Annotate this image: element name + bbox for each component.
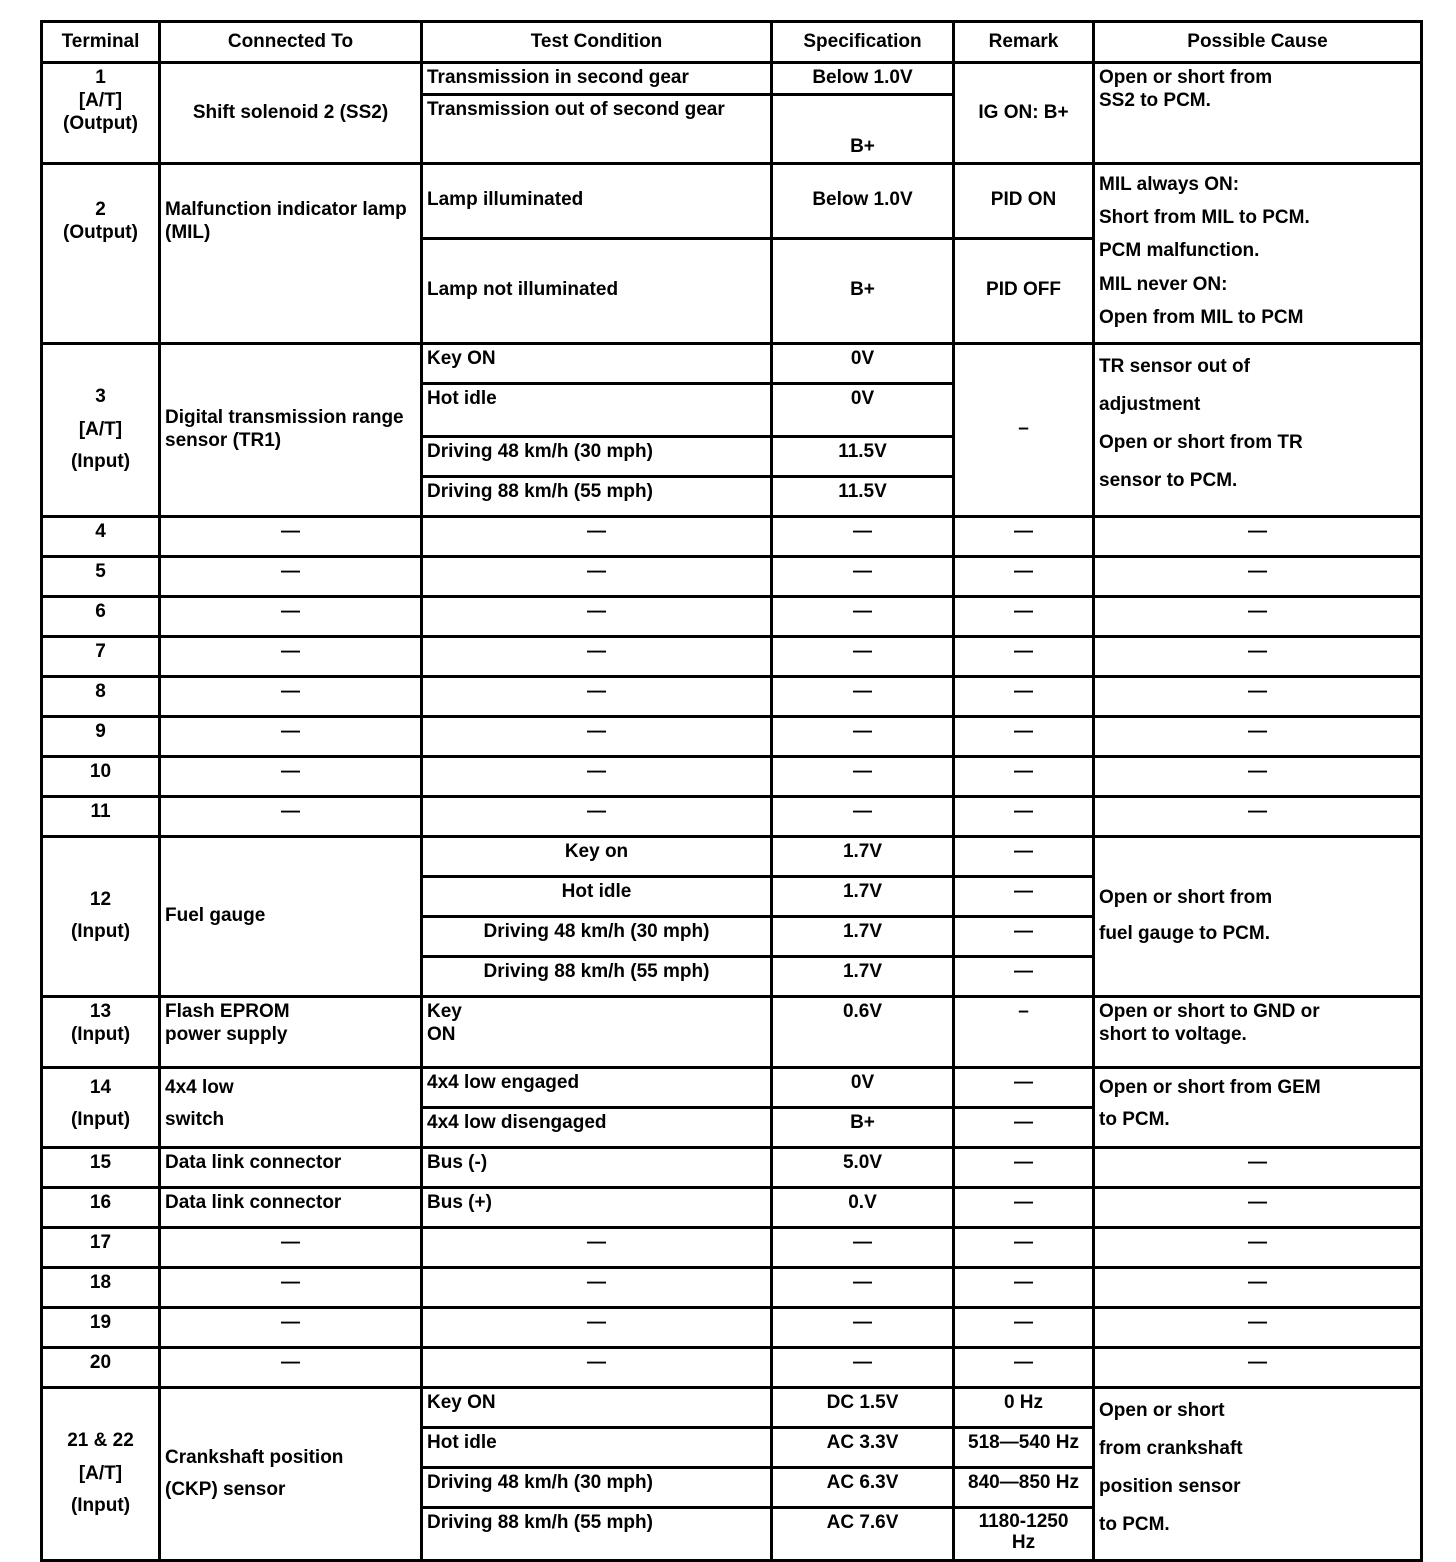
test-condition-cell: Bus (-) <box>422 1147 772 1187</box>
possible-cause-cell: — <box>1094 1347 1422 1387</box>
remark-cell: 1180-1250 Hz <box>954 1507 1094 1560</box>
remark-cell: 518—540 Hz <box>954 1427 1094 1467</box>
possible-cause-cell: — <box>1094 1267 1422 1307</box>
table-row <box>42 1387 1422 1427</box>
table-row <box>42 836 1422 876</box>
specification-cell: 5.0V <box>772 1147 954 1187</box>
specification-cell: B+ <box>772 1107 954 1147</box>
remark-cell: — <box>954 1067 1094 1107</box>
terminal-cell: 21 & 22 [A/T] (Input) <box>42 1387 160 1560</box>
terminal-cell: 4 <box>42 516 160 556</box>
specification-cell: 1.7V <box>772 876 954 916</box>
table-row <box>42 516 1422 556</box>
specification-cell: — <box>772 1307 954 1347</box>
connected-to-cell: — <box>160 716 422 756</box>
terminal-cell: 18 <box>42 1267 160 1307</box>
terminal-cell: 14 (Input) <box>42 1067 160 1147</box>
table-row <box>42 596 1422 636</box>
remark-cell: — <box>954 676 1094 716</box>
specification-cell: 0.6V <box>772 996 954 1067</box>
specification-cell: 0V <box>772 343 954 383</box>
connected-to-cell: Data link connector <box>160 1147 422 1187</box>
specification-cell: B+ <box>772 238 954 343</box>
possible-cause-cell: — <box>1094 716 1422 756</box>
possible-cause-cell: — <box>1094 636 1422 676</box>
connected-to-cell: — <box>160 756 422 796</box>
test-condition-cell: Lamp not illuminated <box>422 238 772 343</box>
specification-cell: — <box>772 1347 954 1387</box>
table-row <box>42 63 1422 95</box>
connected-to-cell: — <box>160 1267 422 1307</box>
specification-cell: — <box>772 1267 954 1307</box>
test-condition-cell: Bus (+) <box>422 1187 772 1227</box>
header-remark: Remark <box>954 22 1094 63</box>
remark-cell: — <box>954 876 1094 916</box>
terminal-cell: 3 [A/T] (Input) <box>42 343 160 516</box>
connected-to-cell: — <box>160 1307 422 1347</box>
test-condition-cell: — <box>422 636 772 676</box>
terminal-cell: 11 <box>42 796 160 836</box>
possible-cause-cell: Open or short from crankshaft position sensor to PCM. <box>1094 1387 1422 1560</box>
connected-to-cell: — <box>160 596 422 636</box>
remark-cell: PID OFF <box>954 238 1094 343</box>
specification-cell: AC 6.3V <box>772 1467 954 1507</box>
header-terminal: Terminal <box>42 22 160 63</box>
test-condition-cell: Driving 88 km/h (55 mph) <box>422 476 772 516</box>
connected-to-cell: — <box>160 1347 422 1387</box>
specification-cell: 11.5V <box>772 436 954 476</box>
possible-cause-cell: Open or short to GND or short to voltage. <box>1094 996 1422 1067</box>
remark-cell: — <box>954 1107 1094 1147</box>
specification-cell: AC 7.6V <box>772 1507 954 1560</box>
test-condition-cell: 4x4 low engaged <box>422 1067 772 1107</box>
specification-cell: 0V <box>772 383 954 436</box>
remark-cell: — <box>954 1347 1094 1387</box>
possible-cause-cell: Open or short from SS2 to PCM. <box>1094 63 1422 164</box>
possible-cause-cell: — <box>1094 796 1422 836</box>
remark-cell: — <box>954 1307 1094 1347</box>
table-row <box>42 1227 1422 1267</box>
possible-cause-cell: MIL always ON: Short from MIL to PCM. PCM malfunction. MIL never ON: Open from MIL to PCM <box>1094 163 1422 343</box>
possible-cause-cell: Open or short from fuel gauge to PCM. <box>1094 836 1422 996</box>
specification-cell: DC 1.5V <box>772 1387 954 1427</box>
test-condition-cell: Hot idle <box>422 1427 772 1467</box>
table-row <box>42 556 1422 596</box>
test-condition-cell: Driving 88 km/h (55 mph) <box>422 1507 772 1560</box>
terminal-cell: 12 (Input) <box>42 836 160 996</box>
empty-rows-group <box>42 516 1422 836</box>
test-condition-cell: — <box>422 756 772 796</box>
table-row <box>42 1187 1422 1227</box>
header-connected-to: Connected To <box>160 22 422 63</box>
connected-to-cell: — <box>160 1227 422 1267</box>
test-condition-cell: Transmission out of second gear <box>422 94 772 163</box>
specification-cell: 1.7V <box>772 956 954 996</box>
terminal-cell: 7 <box>42 636 160 676</box>
remark-cell: — <box>954 1187 1094 1227</box>
header-row <box>42 22 1422 63</box>
remark-cell: — <box>954 596 1094 636</box>
specification-cell: AC 3.3V <box>772 1427 954 1467</box>
test-condition-cell: — <box>422 596 772 636</box>
connected-to-cell: Fuel gauge <box>160 836 422 996</box>
specification-cell: — <box>772 636 954 676</box>
table-row <box>42 1147 1422 1187</box>
test-condition-cell: — <box>422 1347 772 1387</box>
remark-cell: — <box>954 636 1094 676</box>
terminal-cell: 13 (Input) <box>42 996 160 1067</box>
connected-to-cell: Malfunction indicator lamp (MIL) <box>160 163 422 343</box>
possible-cause-cell: — <box>1094 596 1422 636</box>
test-condition-cell: — <box>422 1267 772 1307</box>
possible-cause-cell: — <box>1094 676 1422 716</box>
connected-to-cell: Crankshaft position (CKP) sensor <box>160 1387 422 1560</box>
possible-cause-cell: — <box>1094 1227 1422 1267</box>
remark-cell: — <box>954 756 1094 796</box>
specification-cell: — <box>772 716 954 756</box>
specification-cell: B+ <box>772 94 954 163</box>
test-condition-cell: Driving 88 km/h (55 mph) <box>422 956 772 996</box>
connected-to-cell: Flash EPROM power supply <box>160 996 422 1067</box>
remark-cell: — <box>954 556 1094 596</box>
test-condition-cell: Key ON <box>422 1387 772 1427</box>
header-test-condition: Test Condition <box>422 22 772 63</box>
header-possible-cause: Possible Cause <box>1094 22 1422 63</box>
test-condition-cell: Driving 48 km/h (30 mph) <box>422 1467 772 1507</box>
connected-to-cell: — <box>160 676 422 716</box>
terminal-cell: 2 (Output) <box>42 163 160 343</box>
test-condition-cell: Key ON <box>422 996 772 1067</box>
connected-to-cell: — <box>160 516 422 556</box>
test-condition-cell: — <box>422 716 772 756</box>
table-row <box>42 1307 1422 1347</box>
test-condition-cell: Hot idle <box>422 876 772 916</box>
possible-cause-cell: — <box>1094 756 1422 796</box>
pcm-terminal-table <box>40 20 1423 1562</box>
possible-cause-cell: — <box>1094 1307 1422 1347</box>
test-condition-cell: — <box>422 676 772 716</box>
specification-cell: 1.7V <box>772 916 954 956</box>
remark-cell: — <box>954 916 1094 956</box>
possible-cause-cell: — <box>1094 1187 1422 1227</box>
possible-cause-cell: — <box>1094 556 1422 596</box>
table-row <box>42 1067 1422 1107</box>
test-condition-cell: Lamp illuminated <box>422 163 772 238</box>
remark-cell: — <box>954 1227 1094 1267</box>
table-row <box>42 996 1422 1067</box>
specification-cell: — <box>772 796 954 836</box>
test-condition-cell: Driving 48 km/h (30 mph) <box>422 436 772 476</box>
table-row <box>42 636 1422 676</box>
test-condition-cell: Key ON <box>422 343 772 383</box>
possible-cause-cell: Open or short from GEM to PCM. <box>1094 1067 1422 1147</box>
remark-cell: IG ON: B+ <box>954 63 1094 164</box>
table-row <box>42 676 1422 716</box>
test-condition-cell: — <box>422 556 772 596</box>
test-condition-cell: — <box>422 1307 772 1347</box>
possible-cause-cell: — <box>1094 516 1422 556</box>
terminal-cell: 1 [A/T] (Output) <box>42 63 160 164</box>
specification-cell: 1.7V <box>772 836 954 876</box>
specification-cell: 0.V <box>772 1187 954 1227</box>
remark-cell: — <box>954 796 1094 836</box>
terminal-cell: 20 <box>42 1347 160 1387</box>
test-condition-cell: Driving 48 km/h (30 mph) <box>422 916 772 956</box>
connected-to-cell: — <box>160 556 422 596</box>
specification-cell: Below 1.0V <box>772 163 954 238</box>
table-row <box>42 756 1422 796</box>
remark-cell: — <box>954 1147 1094 1187</box>
remark-cell: — <box>954 1267 1094 1307</box>
specification-cell: — <box>772 556 954 596</box>
terminal-cell: 17 <box>42 1227 160 1267</box>
table-row <box>42 796 1422 836</box>
table-row <box>42 163 1422 238</box>
connected-to-cell: — <box>160 636 422 676</box>
specification-cell: — <box>772 676 954 716</box>
possible-cause-cell: — <box>1094 1147 1422 1187</box>
remark-cell: 0 Hz <box>954 1387 1094 1427</box>
test-condition-cell: Transmission in second gear <box>422 63 772 95</box>
connected-to-cell: Shift solenoid 2 (SS2) <box>160 63 422 164</box>
terminal-cell: 10 <box>42 756 160 796</box>
table-row <box>42 1347 1422 1387</box>
remark-cell: — <box>954 956 1094 996</box>
remark-cell: 840—850 Hz <box>954 1467 1094 1507</box>
test-condition-cell: Key on <box>422 836 772 876</box>
remark-cell: – <box>954 996 1094 1067</box>
test-condition-cell: — <box>422 1227 772 1267</box>
remark-cell: — <box>954 716 1094 756</box>
specification-cell: — <box>772 516 954 556</box>
specification-cell: 11.5V <box>772 476 954 516</box>
table-row <box>42 343 1422 383</box>
specification-cell: 0V <box>772 1067 954 1107</box>
specification-cell: Below 1.0V <box>772 63 954 95</box>
remark-cell: PID ON <box>954 163 1094 238</box>
test-condition-cell: Hot idle <box>422 383 772 436</box>
remark-cell: — <box>954 836 1094 876</box>
empty-rows-group <box>42 1227 1422 1387</box>
test-condition-cell: — <box>422 516 772 556</box>
test-condition-cell: — <box>422 796 772 836</box>
connected-to-cell: Digital transmission range sensor (TR1) <box>160 343 422 516</box>
connected-to-cell: — <box>160 796 422 836</box>
possible-cause-cell: TR sensor out of adjustment Open or short from TR sensor to PCM. <box>1094 343 1422 516</box>
specification-cell: — <box>772 1227 954 1267</box>
table-row <box>42 716 1422 756</box>
table-row <box>42 1267 1422 1307</box>
terminal-cell: 15 <box>42 1147 160 1187</box>
remark-cell: — <box>954 516 1094 556</box>
remark-cell: – <box>954 343 1094 516</box>
terminal-cell: 16 <box>42 1187 160 1227</box>
connected-to-cell: 4x4 low switch <box>160 1067 422 1147</box>
terminal-cell: 8 <box>42 676 160 716</box>
connected-to-cell: Data link connector <box>160 1187 422 1227</box>
test-condition-cell: 4x4 low disengaged <box>422 1107 772 1147</box>
terminal-cell: 6 <box>42 596 160 636</box>
specification-cell: — <box>772 756 954 796</box>
terminal-cell: 5 <box>42 556 160 596</box>
terminal-cell: 9 <box>42 716 160 756</box>
header-specification: Specification <box>772 22 954 63</box>
terminal-cell: 19 <box>42 1307 160 1347</box>
specification-cell: — <box>772 596 954 636</box>
